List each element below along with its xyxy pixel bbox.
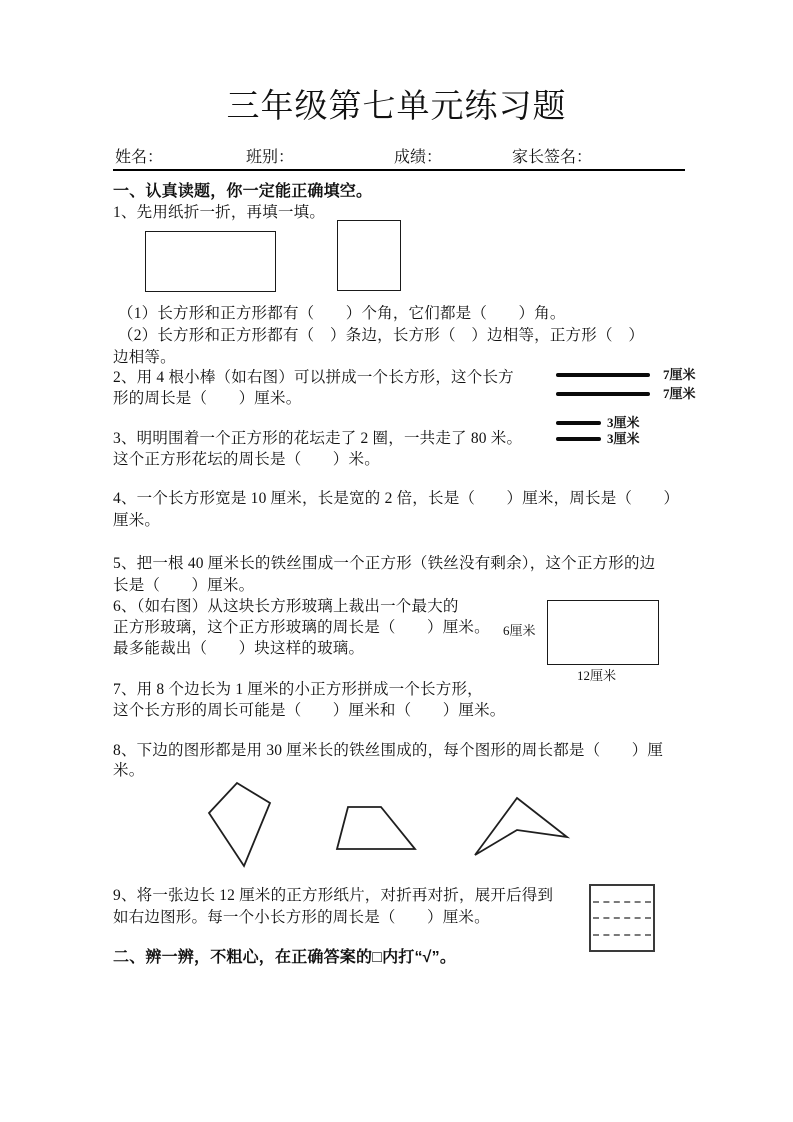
fold-line-2 (593, 917, 651, 919)
q6-line3: 最多能裁出（ ）块这样的玻璃。 (113, 640, 365, 657)
fold-line-1 (593, 901, 651, 903)
q6-side-label: 6厘米 (503, 623, 536, 638)
q6-line2: 正方形玻璃，这个正方形玻璃的周长是（ ）厘米。 (113, 619, 490, 636)
q2-line2: 形的周长是（ ）厘米。 (113, 390, 302, 407)
q9-line2: 如右边图形。每一个小长方形的周长是（ ）厘米。 (113, 909, 490, 926)
header-underline (113, 169, 685, 171)
q1-sub1-text: （1）长方形和正方形都有（ ）个角，它们都是（ ）角。 (118, 305, 566, 322)
q1-sub2-line2: 边相等。 (113, 349, 176, 366)
q7-line1: 7、用 8 个边长为 1 厘米的小正方形拼成一个长方形， (113, 681, 483, 698)
q6-line1: 6、（如右图）从这块长方形玻璃上裁出一个最大的 (113, 598, 459, 615)
q1-sub2-line1: （2）长方形和正方形都有（ ）条边，长方形（ ）边相等，正方形（ ） (118, 327, 645, 344)
q1-square-figure (337, 220, 401, 291)
page-title: 三年级第七单元练习题 (226, 89, 567, 125)
q6-rectangle-figure (547, 600, 659, 665)
name-field-label: 姓名： (115, 149, 164, 166)
q1-rectangle-figure (145, 231, 276, 292)
q8-line1: 8、下边的图形都是用 30 厘米长的铁丝围成的，每个图形的周长都是（ ）厘 (113, 742, 664, 759)
fold-line-3 (593, 934, 651, 936)
parent-signature-label: 家长签名： (512, 149, 593, 166)
q3-line2: 这个正方形花坛的周长是（ ）米。 (113, 451, 380, 468)
q9-folded-square-figure (589, 884, 655, 952)
q5-line2: 长是（ ）厘米。 (113, 577, 255, 594)
kite-shape (209, 783, 270, 866)
score-field-label: 成绩： (394, 149, 443, 166)
q2-line1: 2、用 4 根小棒（如右图）可以拼成一个长方形，这个长方 (113, 369, 514, 386)
trapezoid-shape (337, 807, 415, 849)
q6-bottom-label: 12厘米 (577, 668, 617, 683)
stick-3cm-label-2: 3厘米 (607, 431, 640, 446)
section1-heading: 一、认真读题，你一定能正确填空。 (113, 183, 373, 200)
stick-7cm-label-1: 7厘米 (663, 367, 696, 382)
q4-line1: 4、一个长方形宽是 10 厘米，长是宽的 2 倍，长是（ ）厘米，周长是（ ） (113, 490, 680, 507)
stick-3cm-figure-2 (556, 437, 601, 441)
class-field-label: 班别： (246, 149, 295, 166)
stick-3cm-figure-1 (556, 421, 601, 425)
q1-text: 1、先用纸折一折，再填一填。 (113, 204, 326, 221)
q5-line1: 5、把一根 40 厘米长的铁丝围成一个正方形（铁丝没有剩余），这个正方形的边 (113, 555, 656, 572)
q8-shapes-figure (160, 778, 580, 873)
q7-line2: 这个长方形的周长可能是（ ）厘米和（ ）厘米。 (113, 702, 506, 719)
q9-line1: 9、将一张边长 12 厘米的正方形纸片，对折再对折，展开后得到 (113, 887, 554, 904)
stick-3cm-label-1: 3厘米 (607, 415, 640, 430)
stick-7cm-label-2: 7厘米 (663, 386, 696, 401)
q3-line1: 3、明明围着一个正方形的花坛走了 2 圈，一共走了 80 米。 (113, 430, 523, 447)
q8-line2: 米。 (113, 762, 145, 779)
stick-7cm-figure-2 (556, 392, 650, 396)
q4-line2: 厘米。 (113, 512, 161, 529)
stick-7cm-figure-1 (556, 373, 650, 377)
dart-shape (475, 798, 567, 855)
section2-heading: 二、辨一辨，不粗心，在正确答案的□内打“√”。 (113, 949, 457, 966)
